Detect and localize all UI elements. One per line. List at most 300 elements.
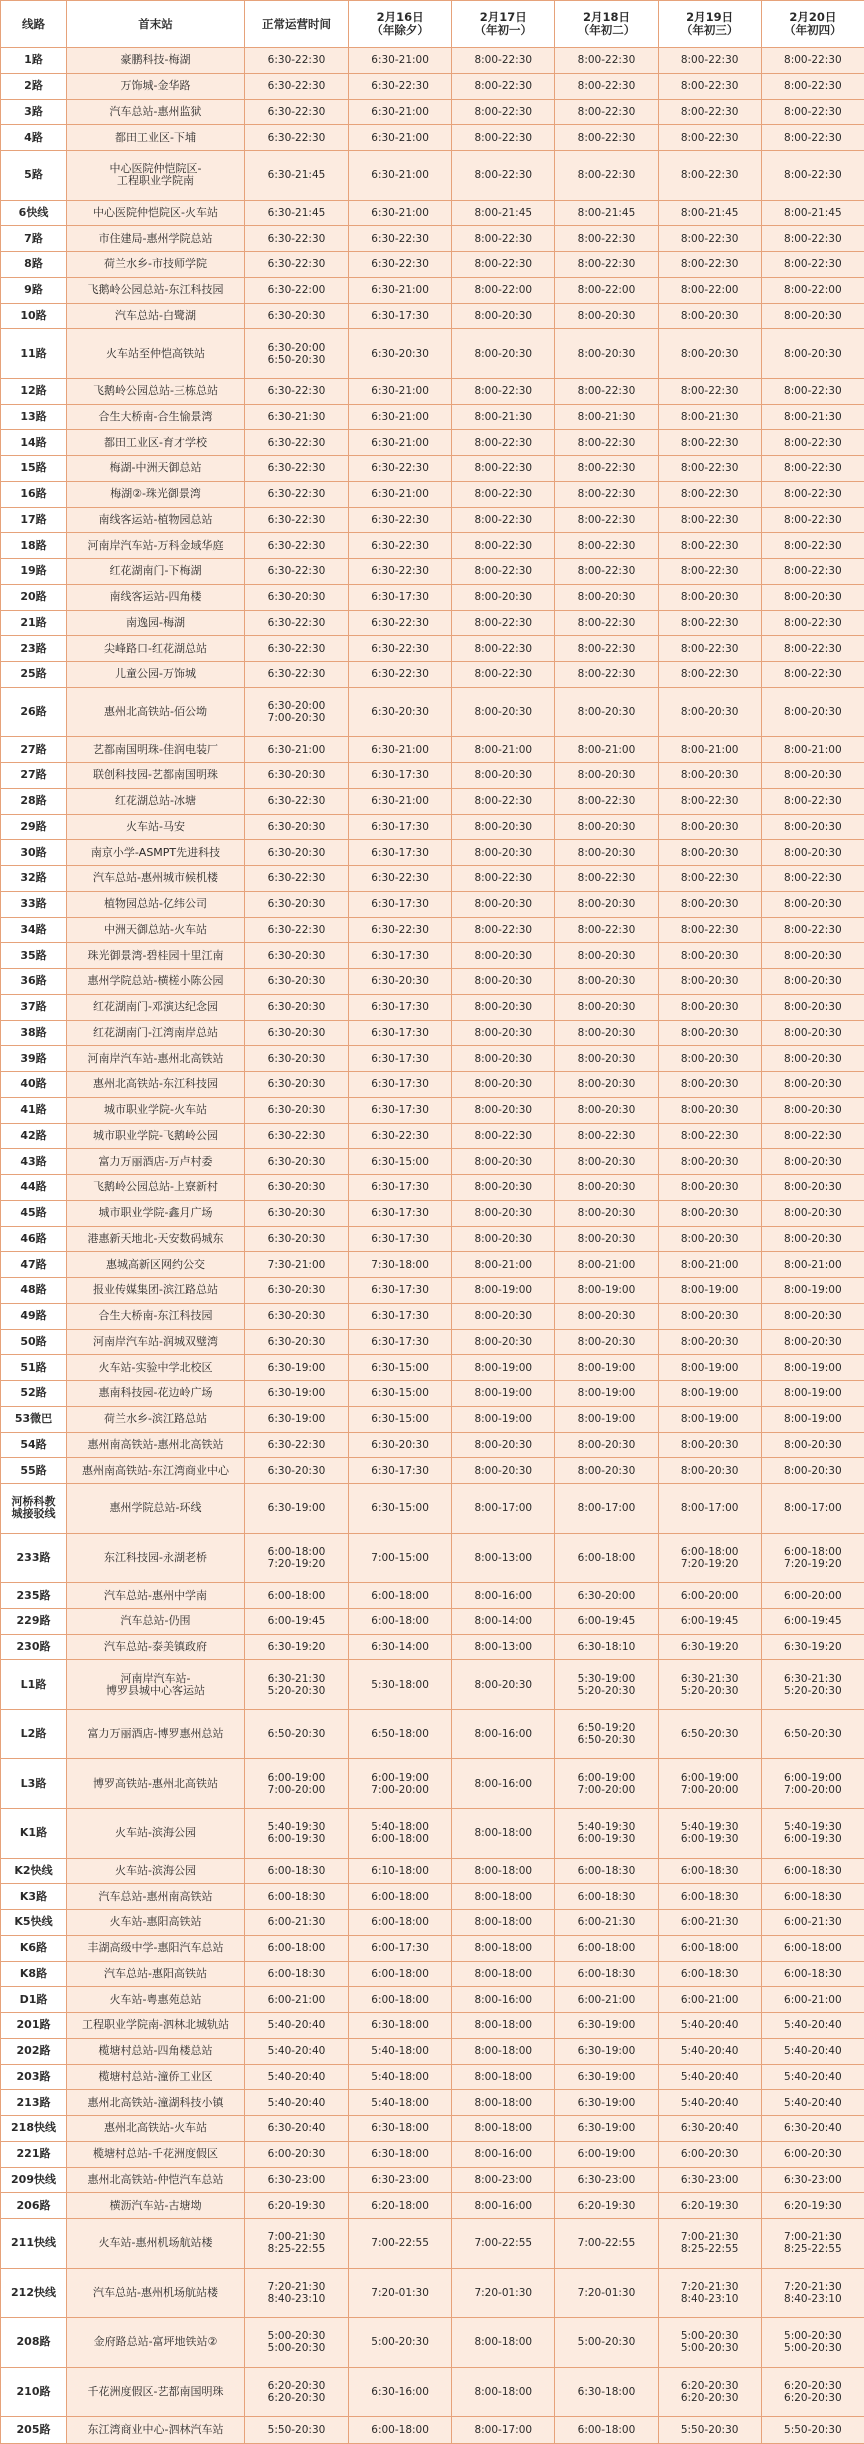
table-row bbox=[1, 2167, 864, 2193]
table-row bbox=[1, 917, 864, 943]
normal-hours-cell: 6:30-22:30 bbox=[245, 507, 349, 533]
date-2-cell: 8:00-20:30 bbox=[452, 814, 555, 840]
table-row bbox=[1, 1072, 864, 1098]
route-cell: 惠州南高铁站-东江湾商业中心 bbox=[67, 1458, 245, 1484]
date-3-cell: 8:00-17:00 bbox=[555, 1484, 658, 1534]
date-5-cell: 8:00-20:30 bbox=[761, 687, 864, 737]
date-1-cell: 6:30-22:30 bbox=[349, 559, 452, 585]
date-3-cell: 8:00-20:30 bbox=[555, 1458, 658, 1484]
table-row bbox=[1, 456, 864, 482]
date-3-cell: 6:20-19:30 bbox=[555, 2193, 658, 2219]
normal-hours-cell: 5:50-20:30 bbox=[245, 2417, 349, 2444]
date-3-cell: 7:20-01:30 bbox=[555, 2268, 658, 2318]
date-4-cell: 7:00-21:30 8:25-22:55 bbox=[658, 2219, 761, 2269]
route-cell: 荷兰水乡-滨江路总站 bbox=[67, 1406, 245, 1432]
date-1-cell: 6:30-17:30 bbox=[349, 1046, 452, 1072]
route-cell: 城市职业学院-飞鹅岭公园 bbox=[67, 1123, 245, 1149]
line-cell: 30路 bbox=[1, 840, 67, 866]
table-row bbox=[1, 636, 864, 662]
date-5-cell: 8:00-22:30 bbox=[761, 430, 864, 456]
route-cell: 南京小学-ASMPT先进科技 bbox=[67, 840, 245, 866]
date-4-cell: 8:00-22:30 bbox=[658, 662, 761, 688]
date-4-cell: 8:00-22:30 bbox=[658, 507, 761, 533]
date-3-cell: 8:00-21:45 bbox=[555, 200, 658, 226]
normal-hours-cell: 6:30-19:20 bbox=[245, 1634, 349, 1660]
date-3-cell: 8:00-22:30 bbox=[555, 507, 658, 533]
normal-hours-cell: 6:30-22:30 bbox=[245, 610, 349, 636]
table-row bbox=[1, 1252, 864, 1278]
date-4-cell: 8:00-22:30 bbox=[658, 1123, 761, 1149]
date-3-cell: 8:00-19:00 bbox=[555, 1278, 658, 1304]
date-1-cell: 6:30-17:30 bbox=[349, 303, 452, 329]
table-header-row bbox=[1, 1, 864, 48]
date-2-cell: 8:00-20:30 bbox=[452, 969, 555, 995]
date-1-cell: 6:30-21:00 bbox=[349, 200, 452, 226]
date-4-cell: 8:00-20:30 bbox=[658, 1046, 761, 1072]
date-4-cell: 6:00-18:30 bbox=[658, 1961, 761, 1987]
date-3-cell: 6:30-18:00 bbox=[555, 2367, 658, 2417]
route-cell: 荷兰水乡-市技师学院 bbox=[67, 252, 245, 278]
date-1-cell: 6:30-21:00 bbox=[349, 430, 452, 456]
date-3-cell: 5:40-19:30 6:00-19:30 bbox=[555, 1809, 658, 1859]
date-3-cell: 6:00-18:00 bbox=[555, 2417, 658, 2444]
date-4-cell: 8:00-19:00 bbox=[658, 1355, 761, 1381]
line-cell: 205路 bbox=[1, 2417, 67, 2444]
route-cell: 儿童公园-万饰城 bbox=[67, 662, 245, 688]
date-5-cell: 8:00-20:30 bbox=[761, 943, 864, 969]
route-cell: 千花洲度假区-艺都南国明珠 bbox=[67, 2367, 245, 2417]
date-3-cell: 8:00-22:30 bbox=[555, 481, 658, 507]
line-cell: 210路 bbox=[1, 2367, 67, 2417]
date-4-cell: 8:00-21:00 bbox=[658, 737, 761, 763]
date-2-cell: 8:00-20:30 bbox=[452, 763, 555, 789]
table-row bbox=[1, 891, 864, 917]
table-row bbox=[1, 737, 864, 763]
date-5-cell: 8:00-20:30 bbox=[761, 1329, 864, 1355]
line-cell: 218快线 bbox=[1, 2116, 67, 2142]
date-5-cell: 6:20-19:30 bbox=[761, 2193, 864, 2219]
date-3-cell: 8:00-22:30 bbox=[555, 125, 658, 151]
date-4-cell: 8:00-22:30 bbox=[658, 610, 761, 636]
date-2-cell: 8:00-16:00 bbox=[452, 1709, 555, 1759]
route-cell: 富力万丽酒店-万卢村委 bbox=[67, 1149, 245, 1175]
normal-hours-cell: 5:00-20:30 5:00-20:30 bbox=[245, 2318, 349, 2368]
route-cell: 中心医院仲恺院区- 工程职业学院南 bbox=[67, 151, 245, 201]
line-cell: 55路 bbox=[1, 1458, 67, 1484]
date-5-cell: 6:00-19:00 7:00-20:00 bbox=[761, 1759, 864, 1809]
table-row bbox=[1, 329, 864, 379]
date-2-cell: 8:00-20:30 bbox=[452, 1303, 555, 1329]
date-5-cell: 8:00-22:30 bbox=[761, 481, 864, 507]
route-cell: 飞鹅岭公园总站-上寮新村 bbox=[67, 1175, 245, 1201]
route-cell: 南线客运站-植物园总站 bbox=[67, 507, 245, 533]
date-2-cell: 8:00-20:30 bbox=[452, 329, 555, 379]
date-5-cell: 8:00-22:30 bbox=[761, 788, 864, 814]
date-2-cell: 8:00-18:00 bbox=[452, 2116, 555, 2142]
date-2-cell: 8:00-22:30 bbox=[452, 125, 555, 151]
table-row bbox=[1, 687, 864, 737]
line-cell: 45路 bbox=[1, 1200, 67, 1226]
normal-hours-cell: 6:30-22:30 bbox=[245, 252, 349, 278]
line-cell: 221路 bbox=[1, 2141, 67, 2167]
date-5-cell: 8:00-22:30 bbox=[761, 866, 864, 892]
normal-hours-cell: 6:30-20:30 bbox=[245, 891, 349, 917]
date-1-cell: 6:10-18:00 bbox=[349, 1858, 452, 1884]
date-2-cell: 8:00-20:30 bbox=[452, 1200, 555, 1226]
date-1-cell: 6:30-15:00 bbox=[349, 1406, 452, 1432]
date-2-cell: 7:00-22:55 bbox=[452, 2219, 555, 2269]
normal-hours-cell: 6:30-20:30 bbox=[245, 969, 349, 995]
line-cell: 4路 bbox=[1, 125, 67, 151]
line-cell: 1路 bbox=[1, 48, 67, 74]
date-2-cell: 8:00-22:30 bbox=[452, 1123, 555, 1149]
line-cell: 3路 bbox=[1, 99, 67, 125]
date-5-cell: 8:00-20:30 bbox=[761, 891, 864, 917]
route-cell: 报业传媒集团-滨江路总站 bbox=[67, 1278, 245, 1304]
date-4-cell: 6:00-18:30 bbox=[658, 1858, 761, 1884]
date-1-cell: 5:40-18:00 bbox=[349, 2090, 452, 2116]
header-date-1: 2月16日 （年除夕） bbox=[349, 1, 452, 48]
table-row bbox=[1, 2038, 864, 2064]
date-5-cell: 6:00-18:00 7:20-19:20 bbox=[761, 1533, 864, 1583]
route-cell: 惠州北高铁站-仲恺汽车总站 bbox=[67, 2167, 245, 2193]
date-3-cell: 7:00-22:55 bbox=[555, 2219, 658, 2269]
normal-hours-cell: 6:30-20:40 bbox=[245, 2116, 349, 2142]
normal-hours-cell: 6:30-22:30 bbox=[245, 226, 349, 252]
date-3-cell: 6:30-20:00 bbox=[555, 1583, 658, 1609]
date-4-cell: 8:00-22:30 bbox=[658, 378, 761, 404]
date-2-cell: 8:00-20:30 bbox=[452, 1432, 555, 1458]
normal-hours-cell: 6:30-20:30 bbox=[245, 840, 349, 866]
date-3-cell: 6:50-19:20 6:50-20:30 bbox=[555, 1709, 658, 1759]
table-row bbox=[1, 1935, 864, 1961]
date-2-cell: 8:00-22:30 bbox=[452, 788, 555, 814]
date-2-cell: 8:00-18:00 bbox=[452, 1910, 555, 1936]
normal-hours-cell: 6:30-22:30 bbox=[245, 456, 349, 482]
table-row bbox=[1, 1175, 864, 1201]
route-cell: 市住建局-惠州学院总站 bbox=[67, 226, 245, 252]
date-4-cell: 8:00-22:30 bbox=[658, 917, 761, 943]
date-4-cell: 6:00-18:00 7:20-19:20 bbox=[658, 1533, 761, 1583]
route-cell: 梅湖②-珠光御景湾 bbox=[67, 481, 245, 507]
date-4-cell: 8:00-22:00 bbox=[658, 277, 761, 303]
route-cell: 南线客运站-四角楼 bbox=[67, 584, 245, 610]
route-cell: 金府路总站-富坪地铁站② bbox=[67, 2318, 245, 2368]
date-5-cell: 6:30-21:30 5:20-20:30 bbox=[761, 1660, 864, 1710]
date-1-cell: 6:30-17:30 bbox=[349, 943, 452, 969]
line-cell: 12路 bbox=[1, 378, 67, 404]
date-1-cell: 5:40-18:00 bbox=[349, 2064, 452, 2090]
date-1-cell: 6:30-21:00 bbox=[349, 788, 452, 814]
table-row bbox=[1, 99, 864, 125]
date-4-cell: 8:00-22:30 bbox=[658, 226, 761, 252]
route-cell: 惠州北高铁站-火车站 bbox=[67, 2116, 245, 2142]
date-5-cell: 8:00-22:30 bbox=[761, 252, 864, 278]
date-3-cell: 8:00-20:30 bbox=[555, 969, 658, 995]
route-cell: 梅湖-中洲天御总站 bbox=[67, 456, 245, 482]
date-4-cell: 8:00-20:30 bbox=[658, 1200, 761, 1226]
line-cell: 52路 bbox=[1, 1381, 67, 1407]
date-4-cell: 8:00-22:30 bbox=[658, 456, 761, 482]
date-1-cell: 6:30-23:00 bbox=[349, 2167, 452, 2193]
date-2-cell: 8:00-22:30 bbox=[452, 481, 555, 507]
line-cell: 208路 bbox=[1, 2318, 67, 2368]
date-3-cell: 5:00-20:30 bbox=[555, 2318, 658, 2368]
date-2-cell: 8:00-16:00 bbox=[452, 1759, 555, 1809]
table-row bbox=[1, 610, 864, 636]
date-4-cell: 6:00-21:00 bbox=[658, 1987, 761, 2013]
route-cell: 汽车总站-惠州中学南 bbox=[67, 1583, 245, 1609]
table-row bbox=[1, 788, 864, 814]
table-row bbox=[1, 1583, 864, 1609]
date-1-cell: 7:20-01:30 bbox=[349, 2268, 452, 2318]
normal-hours-cell: 6:30-20:30 bbox=[245, 1458, 349, 1484]
date-5-cell: 8:00-22:30 bbox=[761, 662, 864, 688]
date-4-cell: 8:00-20:30 bbox=[658, 891, 761, 917]
date-2-cell: 8:00-16:00 bbox=[452, 2193, 555, 2219]
line-cell: 37路 bbox=[1, 994, 67, 1020]
date-3-cell: 8:00-20:30 bbox=[555, 1020, 658, 1046]
route-cell: 火车站-滨海公园 bbox=[67, 1858, 245, 1884]
date-1-cell: 6:30-21:00 bbox=[349, 125, 452, 151]
date-4-cell: 8:00-22:30 bbox=[658, 866, 761, 892]
date-4-cell: 6:30-20:40 bbox=[658, 2116, 761, 2142]
date-2-cell: 8:00-20:30 bbox=[452, 1149, 555, 1175]
line-cell: 9路 bbox=[1, 277, 67, 303]
date-4-cell: 5:40-20:40 bbox=[658, 2013, 761, 2039]
date-2-cell: 8:00-20:30 bbox=[452, 1329, 555, 1355]
date-4-cell: 8:00-22:30 bbox=[658, 481, 761, 507]
table-row bbox=[1, 200, 864, 226]
date-3-cell: 6:00-21:00 bbox=[555, 1987, 658, 2013]
date-2-cell: 8:00-22:30 bbox=[452, 252, 555, 278]
line-cell: 26路 bbox=[1, 687, 67, 737]
normal-hours-cell: 6:30-22:30 bbox=[245, 378, 349, 404]
date-3-cell: 8:00-22:30 bbox=[555, 636, 658, 662]
date-3-cell: 6:30-19:00 bbox=[555, 2013, 658, 2039]
date-4-cell: 6:30-23:00 bbox=[658, 2167, 761, 2193]
normal-hours-cell: 6:30-20:30 bbox=[245, 1226, 349, 1252]
normal-hours-cell: 6:20-20:30 6:20-20:30 bbox=[245, 2367, 349, 2417]
date-2-cell: 8:00-22:00 bbox=[452, 277, 555, 303]
date-2-cell: 8:00-22:30 bbox=[452, 378, 555, 404]
table-row bbox=[1, 277, 864, 303]
date-2-cell: 8:00-22:30 bbox=[452, 507, 555, 533]
date-2-cell: 8:00-14:00 bbox=[452, 1608, 555, 1634]
date-1-cell: 6:30-17:30 bbox=[349, 814, 452, 840]
date-1-cell: 6:30-17:30 bbox=[349, 1175, 452, 1201]
route-cell: 东江科技园-永湖老桥 bbox=[67, 1533, 245, 1583]
route-cell: 惠州北高铁站-东江科技园 bbox=[67, 1072, 245, 1098]
date-2-cell: 8:00-18:00 bbox=[452, 2038, 555, 2064]
date-1-cell: 6:30-17:30 bbox=[349, 1020, 452, 1046]
normal-hours-cell: 6:30-20:30 bbox=[245, 994, 349, 1020]
route-cell: 汽车总站-惠州城市候机楼 bbox=[67, 866, 245, 892]
normal-hours-cell: 6:20-19:30 bbox=[245, 2193, 349, 2219]
date-5-cell: 8:00-20:30 bbox=[761, 814, 864, 840]
date-1-cell: 6:30-20:30 bbox=[349, 687, 452, 737]
normal-hours-cell: 6:00-18:00 bbox=[245, 1935, 349, 1961]
line-cell: 河桥科教 城接驳线 bbox=[1, 1484, 67, 1534]
date-1-cell: 6:30-17:30 bbox=[349, 840, 452, 866]
line-cell: 28路 bbox=[1, 788, 67, 814]
date-4-cell: 8:00-20:30 bbox=[658, 1097, 761, 1123]
date-5-cell: 8:00-21:45 bbox=[761, 200, 864, 226]
date-3-cell: 8:00-22:30 bbox=[555, 456, 658, 482]
line-cell: 44路 bbox=[1, 1175, 67, 1201]
date-1-cell: 6:00-18:00 bbox=[349, 1608, 452, 1634]
date-5-cell: 5:40-20:40 bbox=[761, 2064, 864, 2090]
header-normal-hours: 正常运营时间 bbox=[245, 1, 349, 48]
route-cell: 港惠新天地北-天安数码城东 bbox=[67, 1226, 245, 1252]
date-4-cell: 8:00-22:30 bbox=[658, 636, 761, 662]
date-3-cell: 8:00-20:30 bbox=[555, 994, 658, 1020]
date-3-cell: 8:00-20:30 bbox=[555, 687, 658, 737]
table-row bbox=[1, 2013, 864, 2039]
date-4-cell: 8:00-20:30 bbox=[658, 1020, 761, 1046]
date-1-cell: 6:30-21:00 bbox=[349, 481, 452, 507]
line-cell: L2路 bbox=[1, 1709, 67, 1759]
date-2-cell: 7:20-01:30 bbox=[452, 2268, 555, 2318]
normal-hours-cell: 6:30-20:30 bbox=[245, 1303, 349, 1329]
date-1-cell: 6:30-22:30 bbox=[349, 636, 452, 662]
date-4-cell: 6:30-21:30 5:20-20:30 bbox=[658, 1660, 761, 1710]
date-3-cell: 6:30-19:00 bbox=[555, 2116, 658, 2142]
normal-hours-cell: 6:30-20:30 bbox=[245, 763, 349, 789]
line-cell: 13路 bbox=[1, 404, 67, 430]
date-1-cell: 6:30-14:00 bbox=[349, 1634, 452, 1660]
normal-hours-cell: 6:30-22:30 bbox=[245, 533, 349, 559]
line-cell: 213路 bbox=[1, 2090, 67, 2116]
date-5-cell: 8:00-20:30 bbox=[761, 1458, 864, 1484]
route-cell: 河南岸汽车站-润城双璧湾 bbox=[67, 1329, 245, 1355]
date-4-cell: 6:50-20:30 bbox=[658, 1709, 761, 1759]
date-1-cell: 6:30-22:30 bbox=[349, 866, 452, 892]
route-cell: 万饰城-金华路 bbox=[67, 73, 245, 99]
table-row bbox=[1, 559, 864, 585]
date-3-cell: 8:00-22:30 bbox=[555, 866, 658, 892]
table-row bbox=[1, 1406, 864, 1432]
normal-hours-cell: 6:00-19:00 7:00-20:00 bbox=[245, 1759, 349, 1809]
date-2-cell: 8:00-18:00 bbox=[452, 1858, 555, 1884]
route-cell: 南逸园-梅湖 bbox=[67, 610, 245, 636]
date-3-cell: 6:00-19:45 bbox=[555, 1608, 658, 1634]
table-row bbox=[1, 2090, 864, 2116]
date-4-cell: 5:00-20:30 5:00-20:30 bbox=[658, 2318, 761, 2368]
date-2-cell: 8:00-22:30 bbox=[452, 662, 555, 688]
date-3-cell: 8:00-20:30 bbox=[555, 1046, 658, 1072]
date-4-cell: 8:00-22:30 bbox=[658, 430, 761, 456]
date-3-cell: 8:00-20:30 bbox=[555, 1097, 658, 1123]
date-1-cell: 6:00-19:00 7:00-20:00 bbox=[349, 1759, 452, 1809]
route-cell: 榄塘村总站-四角楼总站 bbox=[67, 2038, 245, 2064]
date-3-cell: 6:30-18:10 bbox=[555, 1634, 658, 1660]
table-row bbox=[1, 1020, 864, 1046]
table-row bbox=[1, 1884, 864, 1910]
line-cell: K3路 bbox=[1, 1884, 67, 1910]
normal-hours-cell: 6:30-22:30 bbox=[245, 48, 349, 74]
route-cell: 榄塘村总站-千花洲度假区 bbox=[67, 2141, 245, 2167]
date-2-cell: 8:00-13:00 bbox=[452, 1533, 555, 1583]
date-5-cell: 5:40-20:40 bbox=[761, 2013, 864, 2039]
date-3-cell: 6:00-18:00 bbox=[555, 1935, 658, 1961]
table-row bbox=[1, 1533, 864, 1583]
date-5-cell: 6:20-20:30 6:20-20:30 bbox=[761, 2367, 864, 2417]
table-row bbox=[1, 1458, 864, 1484]
date-1-cell: 5:30-18:00 bbox=[349, 1660, 452, 1710]
route-cell: 火车站至仲恺高铁站 bbox=[67, 329, 245, 379]
line-cell: 233路 bbox=[1, 1533, 67, 1583]
date-4-cell: 8:00-21:00 bbox=[658, 1252, 761, 1278]
date-2-cell: 8:00-22:30 bbox=[452, 73, 555, 99]
route-cell: 尖峰路口-红花湖总站 bbox=[67, 636, 245, 662]
date-2-cell: 8:00-18:00 bbox=[452, 1809, 555, 1859]
table-row bbox=[1, 507, 864, 533]
table-row bbox=[1, 1046, 864, 1072]
date-2-cell: 8:00-20:30 bbox=[452, 840, 555, 866]
line-cell: 209快线 bbox=[1, 2167, 67, 2193]
normal-hours-cell: 6:00-21:30 bbox=[245, 1910, 349, 1936]
date-3-cell: 8:00-20:30 bbox=[555, 1432, 658, 1458]
normal-hours-cell: 6:30-20:30 bbox=[245, 1278, 349, 1304]
normal-hours-cell: 6:30-19:00 bbox=[245, 1406, 349, 1432]
route-cell: 富力万丽酒店-博罗惠州总站 bbox=[67, 1709, 245, 1759]
table-row bbox=[1, 1910, 864, 1936]
table-row bbox=[1, 814, 864, 840]
date-3-cell: 6:30-19:00 bbox=[555, 2038, 658, 2064]
date-3-cell: 8:00-22:30 bbox=[555, 430, 658, 456]
normal-hours-cell: 6:00-18:30 bbox=[245, 1884, 349, 1910]
date-2-cell: 8:00-20:30 bbox=[452, 1660, 555, 1710]
route-cell: 城市职业学院-火车站 bbox=[67, 1097, 245, 1123]
table-row bbox=[1, 1432, 864, 1458]
date-3-cell: 8:00-20:30 bbox=[555, 1226, 658, 1252]
line-cell: 27路 bbox=[1, 763, 67, 789]
date-3-cell: 8:00-20:30 bbox=[555, 303, 658, 329]
date-2-cell: 8:00-19:00 bbox=[452, 1381, 555, 1407]
normal-hours-cell: 6:30-22:30 bbox=[245, 917, 349, 943]
date-5-cell: 8:00-20:30 bbox=[761, 763, 864, 789]
table-row bbox=[1, 2064, 864, 2090]
date-3-cell: 8:00-22:30 bbox=[555, 226, 658, 252]
table-row bbox=[1, 404, 864, 430]
table-row bbox=[1, 73, 864, 99]
date-1-cell: 6:30-22:30 bbox=[349, 1123, 452, 1149]
date-1-cell: 6:00-17:30 bbox=[349, 1935, 452, 1961]
date-4-cell: 5:40-20:40 bbox=[658, 2038, 761, 2064]
date-4-cell: 8:00-22:30 bbox=[658, 99, 761, 125]
table-row bbox=[1, 2417, 864, 2444]
date-5-cell: 6:00-18:00 bbox=[761, 1935, 864, 1961]
line-cell: 2路 bbox=[1, 73, 67, 99]
date-1-cell: 6:30-21:00 bbox=[349, 378, 452, 404]
line-cell: 47路 bbox=[1, 1252, 67, 1278]
line-cell: 202路 bbox=[1, 2038, 67, 2064]
route-cell: 东江湾商业中心-泗林汽车站 bbox=[67, 2417, 245, 2444]
date-1-cell: 6:30-15:00 bbox=[349, 1149, 452, 1175]
date-2-cell: 8:00-20:30 bbox=[452, 1458, 555, 1484]
route-cell: 合生大桥南-合生愉景湾 bbox=[67, 404, 245, 430]
date-3-cell: 8:00-20:30 bbox=[555, 1303, 658, 1329]
date-2-cell: 8:00-18:00 bbox=[452, 2013, 555, 2039]
line-cell: 18路 bbox=[1, 533, 67, 559]
date-2-cell: 8:00-23:00 bbox=[452, 2167, 555, 2193]
date-1-cell: 6:30-21:00 bbox=[349, 151, 452, 201]
normal-hours-cell: 6:30-21:45 bbox=[245, 151, 349, 201]
date-4-cell: 8:00-20:30 bbox=[658, 814, 761, 840]
route-cell: 中洲天御总站-火车站 bbox=[67, 917, 245, 943]
date-5-cell: 6:00-20:30 bbox=[761, 2141, 864, 2167]
